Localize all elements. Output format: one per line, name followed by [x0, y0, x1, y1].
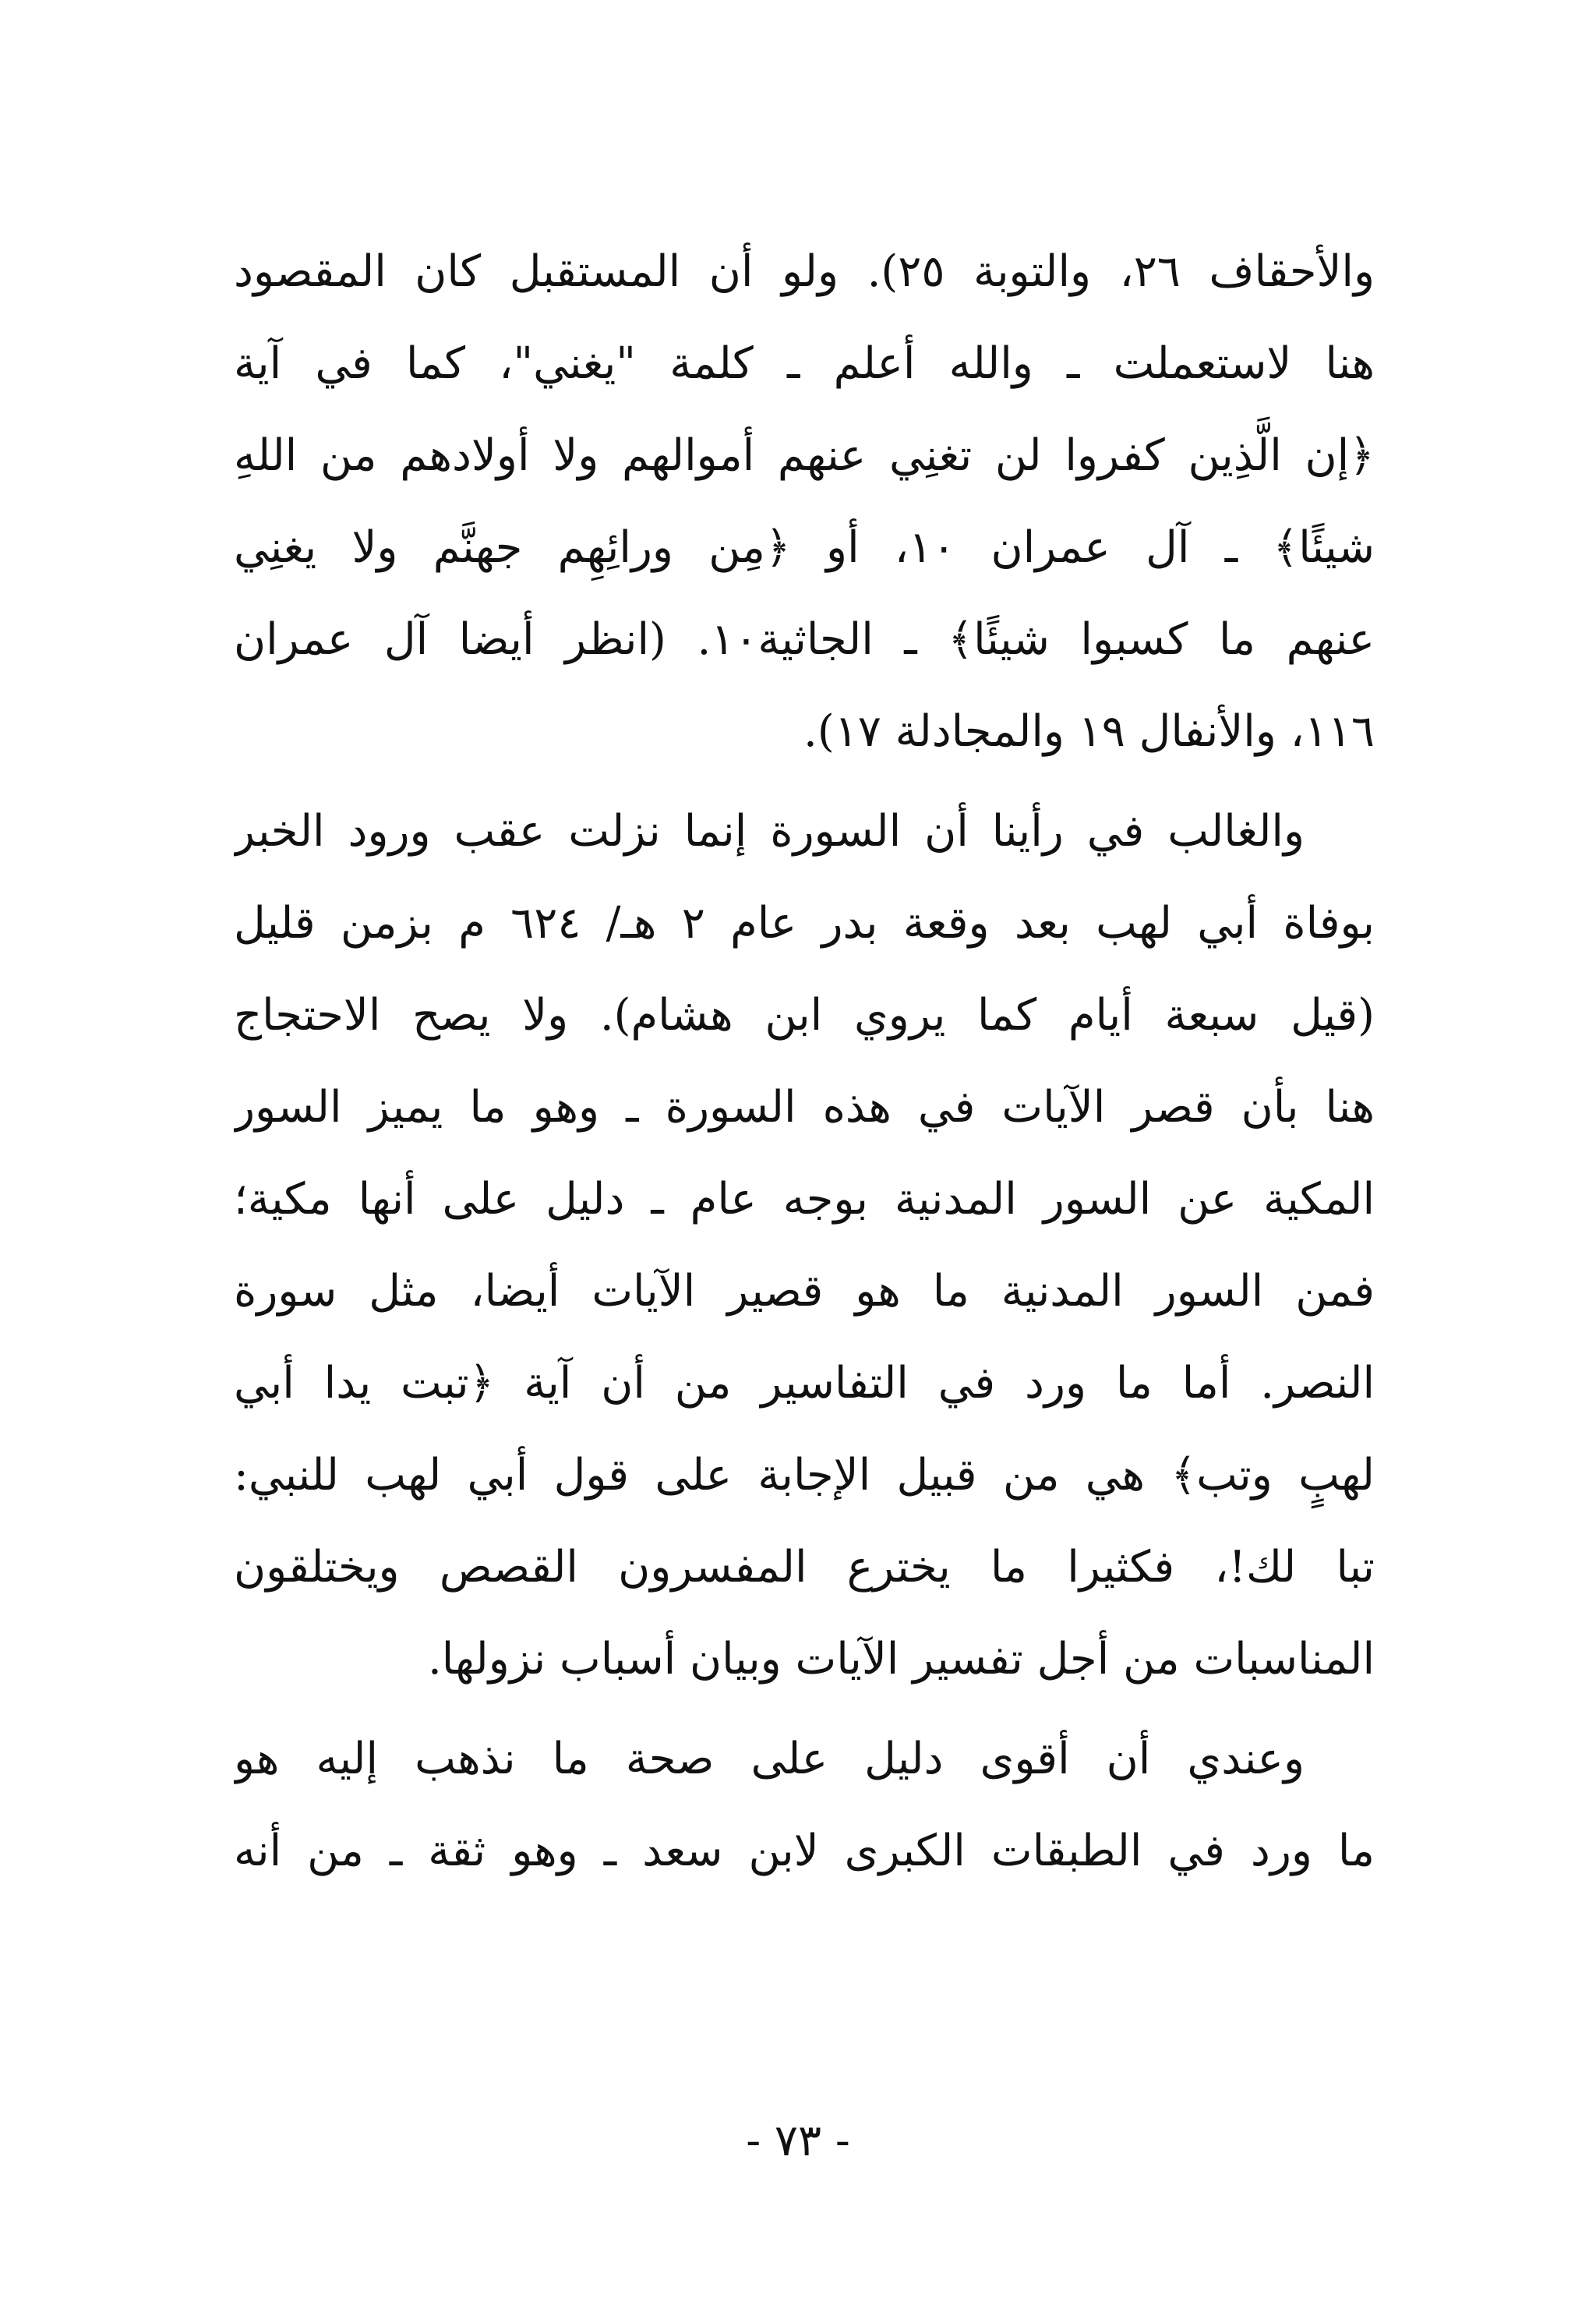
page-number: - ٧٣ - [746, 2116, 850, 2166]
paragraph-2 [234, 786, 1375, 1706]
text-line: شيئًا﴾ ـ آل عمران ١٠، أو ﴿مِن ورائِهِم جهنَّم ولا يغنِي [234, 522, 1375, 573]
text-line: والغالب في رأينا أن السورة إنما نزلت عقب ورود الخبر [234, 806, 1305, 857]
text-line: (قيل سبعة أيام كما يروي ابن هشام). ولا يصح الاحتجاج [234, 990, 1375, 1041]
text-line: والأحقاف ٢٦، والتوبة ٢٥). ولو أن المستقبل كان المقصود [234, 246, 1375, 297]
text-line: هنا لاستعملت ـ والله أعلم ـ كلمة "يغني"، كما في آية [234, 338, 1375, 389]
body-text [234, 226, 1375, 1897]
text-line: ﴿إن الَّذِين كفروا لن تغنِي عنهم أموالهم ولا أولادهم من اللهِ [234, 430, 1375, 481]
text-line: فمن السور المدنية ما هو قصير الآيات أيضا، مثل سورة [234, 1266, 1375, 1317]
text-line: المناسبات من أجل تفسير الآيات وبيان أسباب نزولها. [427, 1634, 1375, 1685]
text-line: لهبٍ وتب﴾ هي من قبيل الإجابة على قول أبي لهب للنبي: [234, 1450, 1375, 1501]
text-line: وعندي أن أقوى دليل على صحة ما نذهب إليه هو [234, 1734, 1305, 1784]
text-line: تبا لك!، فكثيرا ما يخترع المفسرون القصص ويختلقون [234, 1542, 1375, 1593]
text-line: المكية عن السور المدنية بوجه عام ـ دليل على أنها مكية؛ [234, 1174, 1375, 1225]
text-line: بوفاة أبي لهب بعد وقعة بدر عام ٢ هـ/ ٦٢٤ م بزمن قليل [234, 898, 1375, 949]
text-line: عنهم ما كسبوا شيئًا﴾ ـ الجاثية١٠. (انظر أيضا آل عمران [234, 614, 1375, 665]
text-line: هنا بأن قصر الآيات في هذه السورة ـ وهو ما يميز السور [234, 1082, 1375, 1133]
text-line: ما ورد في الطبقات الكبرى لابن سعد ـ وهو ثقة ـ من أنه [234, 1826, 1375, 1876]
text-line: ١١٦، والأنفال ١٩ والمجادلة ١٧). [803, 706, 1375, 757]
paragraph-3 [234, 1713, 1375, 1897]
text-line: النصر. أما ما ورد في التفاسير من أن آية ﴿تبت يدا أبي [234, 1358, 1375, 1409]
paragraph-1 [234, 226, 1375, 778]
